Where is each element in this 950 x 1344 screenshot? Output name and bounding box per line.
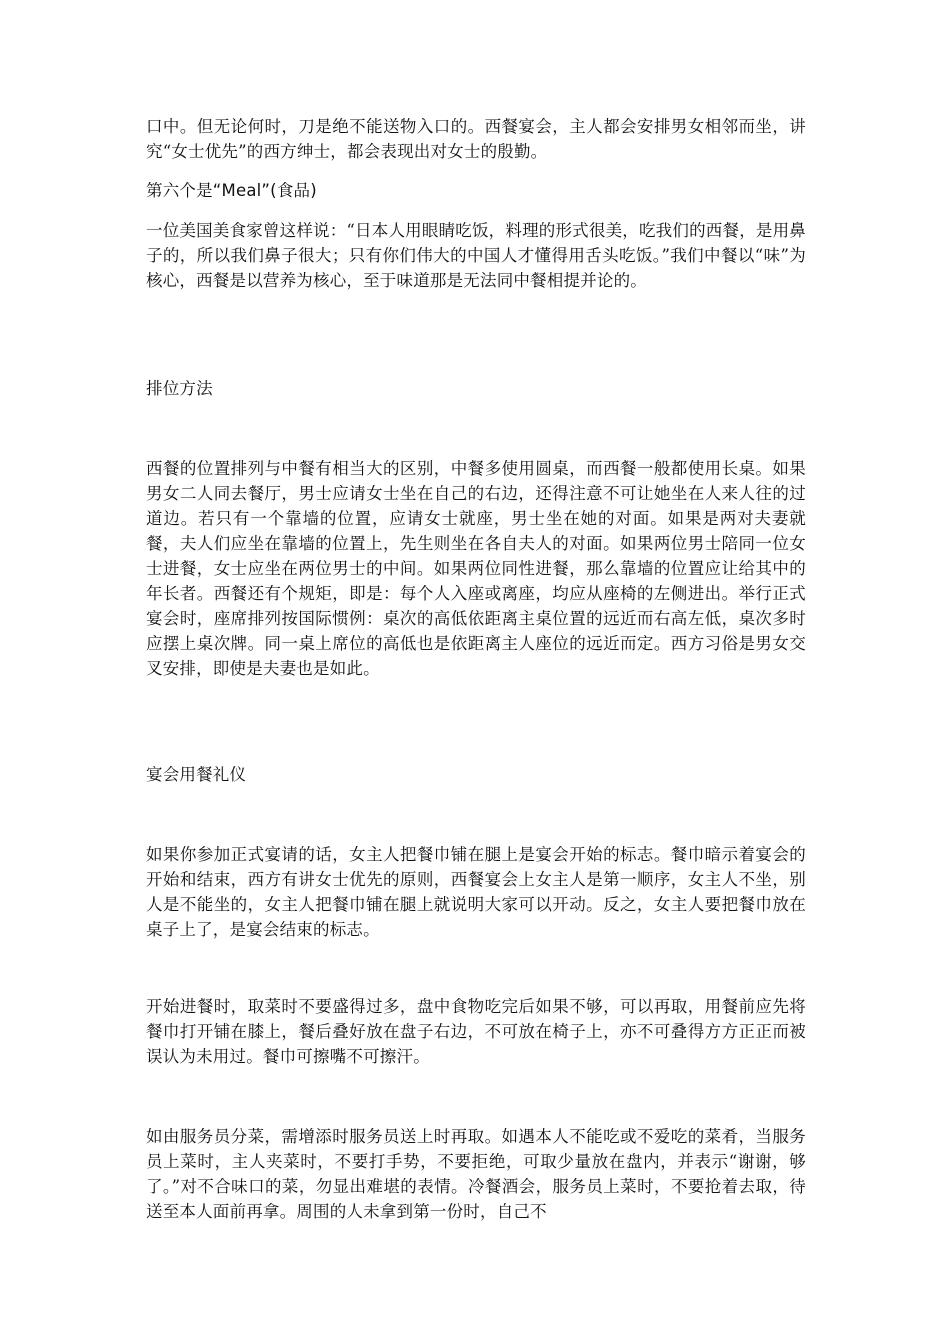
document-page — [146, 0, 806, 1344]
paragraph-1: 口中。但无论何时，刀是绝不能送物入口的。西餐宴会，主人都会安排男女相邻而坐，讲究“女士优先”的西方绅士，都会表现出对女士的殷勤。 — [146, 117, 806, 161]
paragraph-5: 如果你参加正式宴请的话，女主人把餐巾铺在腿上是宴会开始的标志。餐巾暗示着宴会的开始和结束，西方有讲女士优先的原则，西餐宴会上女主人是第一顺序，女主人不坐，别人是不能坐的，女主人把餐巾铺在腿上就说明大家可以开动。反之，女主人要把餐巾放在桌子上了，是宴会结束的标志。 — [146, 845, 806, 939]
paragraph-4: 西餐的位置排列与中餐有相当大的区别，中餐多使用圆桌，而西餐一般都使用长桌。如果男女二人同去餐厅，男士应请女士坐在自己的右边，还得注意不可让她坐在人来人往的过道边。若只有一个靠墙的位置，应请女士就座，男士坐在她的对面。如果是两对夫妻就餐，夫人们应坐在靠墙的位置上，先生则坐在各自夫人的对面。如果两位男士陪同一位女士进餐，女士应坐在两位男士的中间。如果两位同性进餐，那么靠墙的位置应让给其中的年长者。西餐还有个规矩，即是：每个人入座或离座，均应从座椅的左侧进出。举行正式宴会时，座席排列按国际惯例：桌次的高低依距离主桌位置的远近而右高左低，桌次多时应摆上桌次牌。同一桌上席位的高低也是依距离主人座位的远近而定。西方习俗是男女交叉安排，即使是夫妻也是如此。 — [146, 459, 806, 678]
paragraph-2: 第六个是“Meal”(食品) — [146, 181, 317, 200]
paragraph-3: 一位美国美食家曾这样说：“日本人用眼睛吃饭，料理的形式很美，吃我们的西餐，是用鼻子的，所以我们鼻子很大；只有你们伟大的中国人才懂得用舌头吃饭。”我们中餐以“味”为核心，西餐是以营养为核心，至于味道那是无法同中餐相提并论的。 — [146, 221, 806, 290]
section-heading-banquet: 宴会用餐礼仪 — [146, 765, 247, 784]
paragraph-7: 如由服务员分菜，需增添时服务员送上时再取。如遇本人不能吃或不爱吃的菜肴，当服务员上菜时，主人夹菜时，不要打手势，不要拒绝，可取少量放在盘内，并表示“谢谢，够了。”对不合味口的菜，勿显出难堪的表情。冷餐酒会，服务员上菜时，不要抢着去取，待送至本人面前再拿。周围的人未拿到第一份时，自己不 — [146, 1127, 806, 1221]
section-heading-seating: 排位方法 — [146, 379, 213, 398]
paragraph-6: 开始进餐时，取菜时不要盛得过多，盘中食物吃完后如果不够，可以再取，用餐前应先将餐巾打开铺在膝上，餐后叠好放在盘子右边，不可放在椅子上，亦不可叠得方方正正而被误认为未用过。餐巾可擦嘴不可擦汗。 — [146, 997, 806, 1066]
